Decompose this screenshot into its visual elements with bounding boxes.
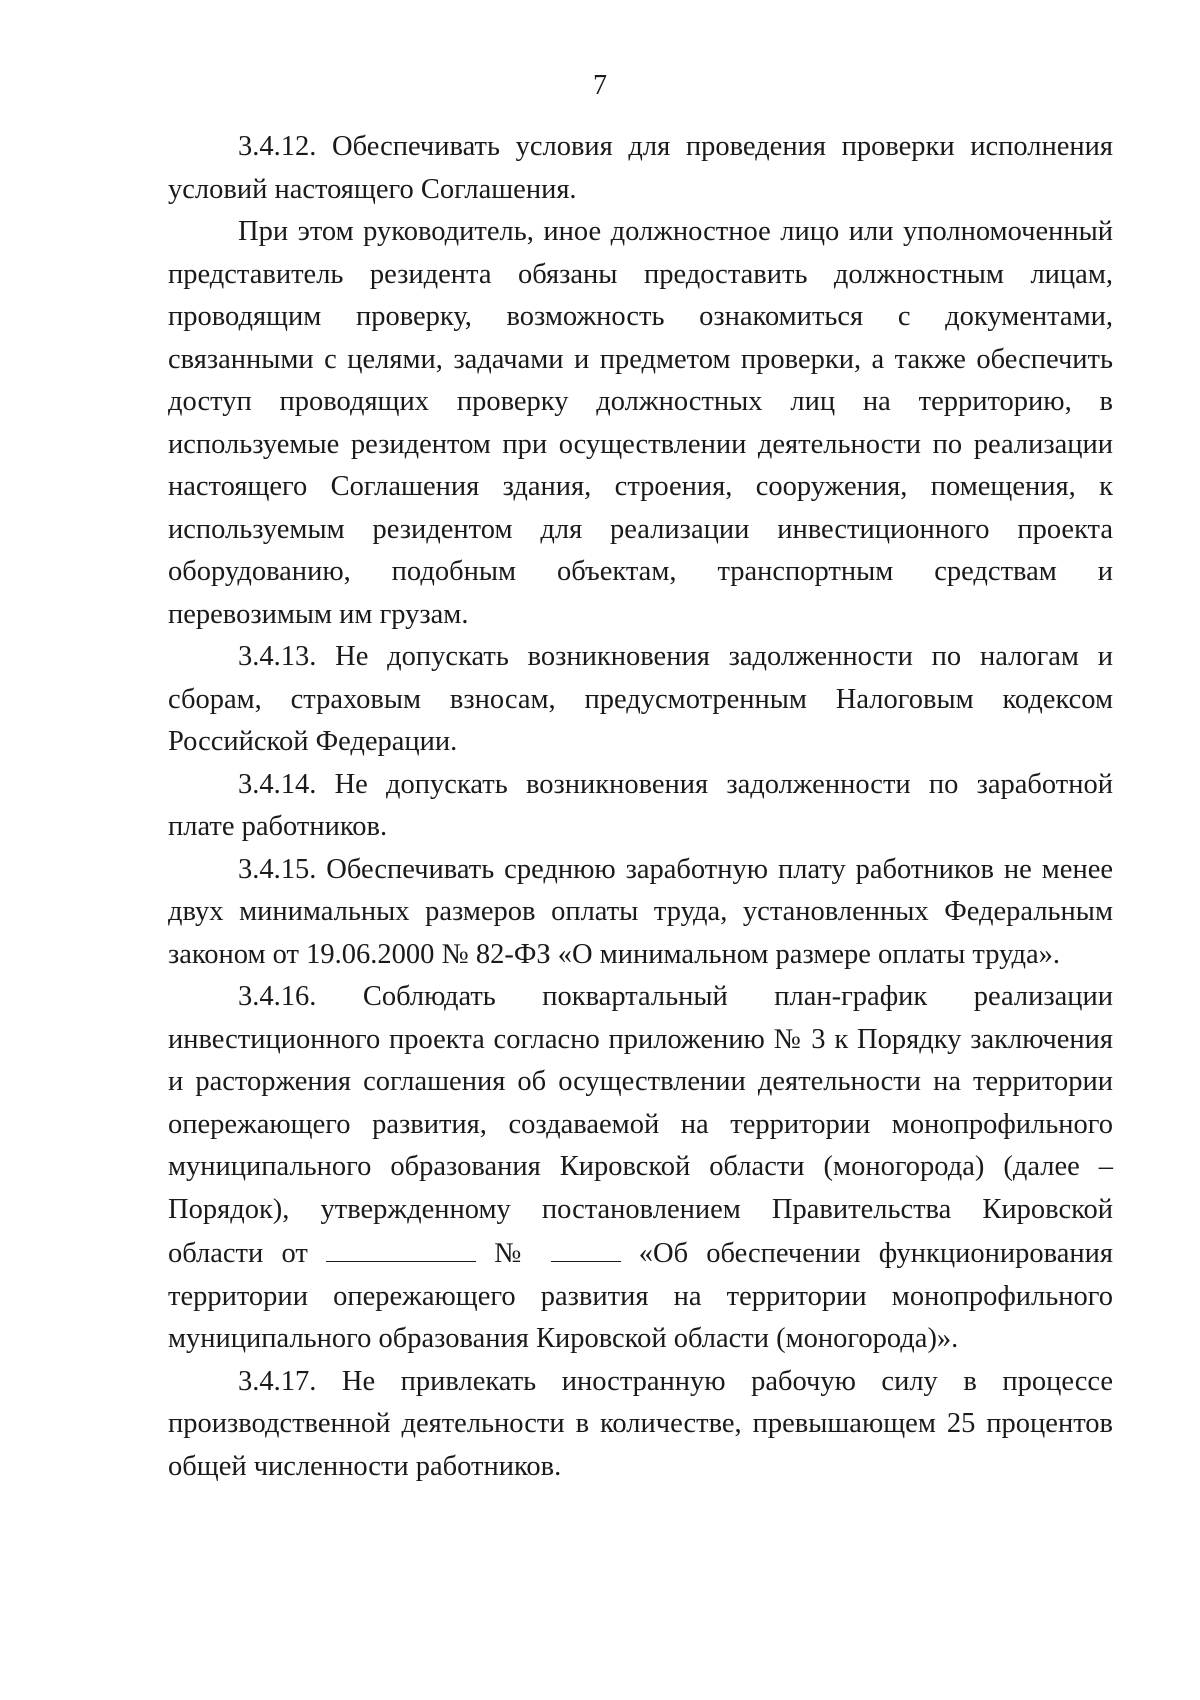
page-number: 7 [593, 70, 607, 101]
number-blank-line [551, 1231, 621, 1262]
document-body [168, 126, 1113, 1488]
date-blank-line [326, 1231, 476, 1262]
number-sign: № [494, 1238, 533, 1269]
paragraph-3-4-12: 3.4.12. Обеспечивать условия для проведения проверки исполнения условий настоящего Соглашения. [168, 131, 1113, 205]
paragraph-3-4-15: 3.4.15. Обеспечивать среднюю заработную плату работников не менее двух минимальных размеров оплаты труда, установленных Федеральным законом от 19.06.2000 № 82-ФЗ «О минимальном размере оплаты труда». [168, 853, 1113, 970]
paragraph-3-4-14: 3.4.14. Не допускать возникновения задолженности по заработной плате работников. [168, 768, 1113, 842]
paragraph-3-4-16-text-before: 3.4.16. Соблюдать поквартальный план-график реализации инвестиционного проекта согласно приложению № 3 к Порядку заключения и расторжения соглашения об осуществлении деятельности на территории опережающего развития, создаваемой на территории монопрофильного муниципального образования Кировской области (моногорода) (далее – Порядок), утвержденному постановлением Правительства Кировской области от [168, 981, 1113, 1269]
paragraph-3-4-13: 3.4.13. Не допускать возникновения задолженности по налогам и сборам, страховым взносам, предусмотренным Налоговым кодексом Российской Федерации. [168, 641, 1113, 757]
paragraph-inspection-access: При этом руководитель, иное должностное лицо или уполномоченный представитель резидента обязаны предоставить должностным лицам, проводящим проверку, возможность ознакомиться с документами, связанными с целями, задачами и предметом проверки, а также обеспечить доступ проводящих проверку должностных лиц на территорию, в используемые резидентом при осуществлении деятельности по реализации настоящего Соглашения здания, строения, сооружения, помещения, к используемым резидентом для реализации инвестиционного проекта оборудованию, подобным объектам, транспортным средствам и перевозимым им грузам. [168, 216, 1113, 630]
paragraph-3-4-17: 3.4.17. Не привлекать иностранную рабочую силу в процессе производственной деятельности в количестве, превышающем 25 процентов общей численности работников. [168, 1365, 1113, 1482]
paragraph-3-4-16 [168, 976, 1113, 1361]
paragraph-3-4-16-text-after: «Об обеспечении функционирования территории опережающего развития на территории монопрофильного муниципального образования Кировской области (моногорода)». [168, 1238, 1113, 1354]
